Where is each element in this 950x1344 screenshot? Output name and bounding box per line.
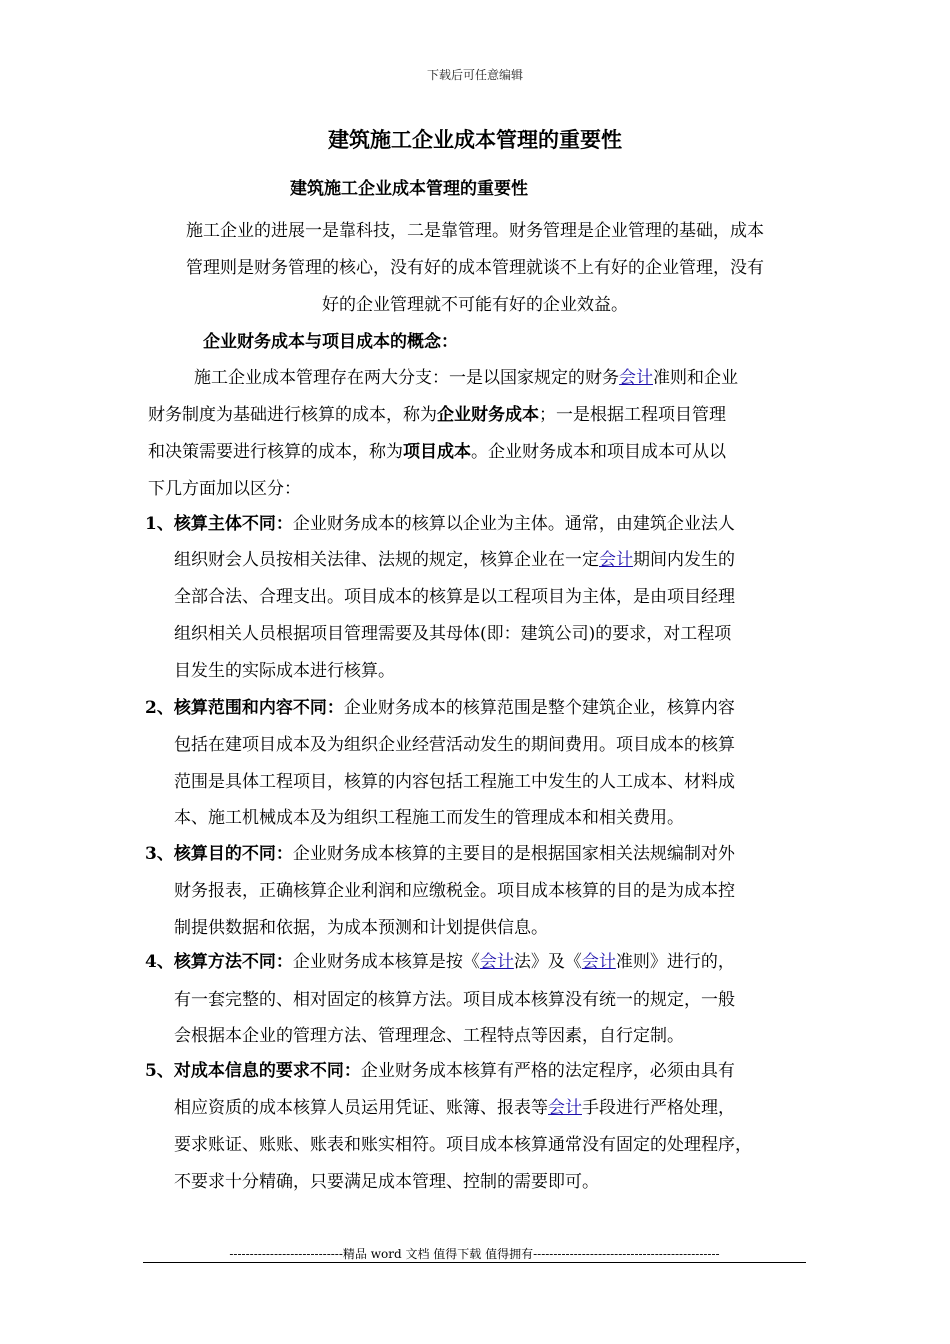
list-item-1 <box>145 512 735 536</box>
list-item-5-line-2 <box>174 1096 735 1120</box>
list-item-2-line-3: 范围是具体工程项目，核算的内容包括工程施工中发生的人工成本、材料成 <box>174 772 735 792</box>
para1-text: 施工企业成本管理存在两大分支：一是以国家规定的财务 <box>194 368 619 388</box>
item-text: 期间内发生的 <box>633 550 735 570</box>
item-text: 企业财务成本的核算以企业为主体。通常，由建筑企业法人 <box>292 514 735 534</box>
item-heading: 核算目的不同： <box>173 844 293 864</box>
item-number: 2、 <box>145 698 174 718</box>
intro-line-2: 管理则是财务管理的核心，没有好的成本管理就谈不上有好的企业管理，没有 <box>186 258 764 278</box>
item-heading: 核算主体不同： <box>173 514 293 534</box>
list-item-3 <box>145 842 735 866</box>
list-item-4-line-3: 会根据本企业的管理方法、管理理念、工程特点等因素，自行定制。 <box>174 1026 684 1046</box>
list-item-4 <box>145 950 735 974</box>
list-item-4-line-2: 有一套完整的、相对固定的核算方法。项目成本核算没有统一的规定，一般 <box>174 990 735 1010</box>
document-title: 建筑施工企业成本管理的重要性 <box>328 127 622 152</box>
list-item-5-line-4: 不要求十分精确，只要满足成本管理、控制的需要即可。 <box>174 1172 599 1192</box>
footer-divider <box>143 1262 806 1263</box>
item-number: 5、 <box>145 1061 174 1081</box>
list-item-1-line-4: 组织相关人员根据项目管理需要及其母体(即：建筑公司)的要求，对工程项 <box>174 624 732 644</box>
item-text: 企业财务成本的核算范围是整个建筑企业，核算内容 <box>343 698 735 718</box>
item-number: 1、 <box>145 514 174 534</box>
accounting-link[interactable]: 会计 <box>599 550 633 570</box>
item-text: 手段进行严格处理， <box>582 1098 735 1118</box>
para1-text: 准则和企业 <box>653 368 738 388</box>
item-text: 相应资质的成本核算人员运用凭证、账簿、报表等 <box>174 1098 548 1118</box>
concept-heading: 企业财务成本与项目成本的概念： <box>203 332 458 352</box>
page-footer: ----------------------------精品 word 文档 值得下载 值得拥有---------------------------------------------- <box>229 1247 720 1261</box>
term-project-cost: 项目成本 <box>403 442 471 462</box>
item-heading: 核算范围和内容不同： <box>173 698 344 718</box>
para1-text: 和决策需要进行核算的成本，称为 <box>148 442 403 462</box>
para1-text: 。企业财务成本和项目成本可从以 <box>471 442 726 462</box>
para1-text: 财务制度为基础进行核算的成本，称为 <box>148 405 437 425</box>
item-text: 企业财务成本核算是按《 <box>292 952 480 972</box>
item-number: 3、 <box>145 844 174 864</box>
para1-line-4: 下几方面加以区分： <box>148 479 301 499</box>
list-item-5 <box>145 1059 735 1083</box>
list-item-1-line-5: 目发生的实际成本进行核算。 <box>174 661 395 681</box>
list-item-2 <box>145 696 735 720</box>
para1-line-2 <box>148 403 726 427</box>
intro-line-1: 施工企业的进展一是靠科技，二是靠管理。财务管理是企业管理的基础，成本 <box>186 221 764 241</box>
document-subtitle: 建筑施工企业成本管理的重要性 <box>290 179 528 199</box>
list-item-2-line-4: 本、施工机械成本及为组织工程施工而发生的管理成本和相关费用。 <box>174 808 684 828</box>
accounting-law-link[interactable]: 会计 <box>479 952 514 972</box>
para1-line-3 <box>148 440 726 464</box>
item-heading: 核算方法不同： <box>173 952 293 972</box>
accounting-link[interactable]: 会计 <box>548 1098 582 1118</box>
list-item-1-line-3: 全部合法、合理支出。项目成本的核算是以工程项目为主体，是由项目经理 <box>174 587 735 607</box>
item-text: 法》及《 <box>513 952 582 972</box>
list-item-1-line-2 <box>174 548 735 572</box>
page-header: 下载后可任意编辑 <box>426 68 523 82</box>
accounting-link[interactable]: 会计 <box>619 368 653 388</box>
item-number: 4、 <box>145 952 174 972</box>
item-text: 企业财务成本核算的主要目的是根据国家相关法规编制对外 <box>292 844 735 864</box>
accounting-standard-link[interactable]: 会计 <box>581 952 616 972</box>
term-enterprise-cost: 企业财务成本 <box>437 405 539 425</box>
item-text: 组织财会人员按相关法律、法规的规定，核算企业在一定 <box>174 550 599 570</box>
item-text: 准则》进行的， <box>615 952 735 972</box>
list-item-3-line-2: 财务报表，正确核算企业利润和应缴税金。项目成本核算的目的是为成本控 <box>174 881 735 901</box>
list-item-2-line-2: 包括在建项目成本及为组织企业经营活动发生的期间费用。项目成本的核算 <box>174 735 735 755</box>
list-item-5-line-3: 要求账证、账账、账表和账实相符。项目成本核算通常没有固定的处理程序， <box>174 1135 752 1155</box>
item-text: 企业财务成本核算有严格的法定程序，必须由具有 <box>360 1061 735 1081</box>
list-item-3-line-3: 制提供数据和依据，为成本预测和计划提供信息。 <box>174 918 548 938</box>
item-heading: 对成本信息的要求不同： <box>173 1061 361 1081</box>
para1-text: ；一是根据工程项目管理 <box>539 405 726 425</box>
intro-line-3: 好的企业管理就不可能有好的企业效益。 <box>322 295 628 315</box>
para1-line-1 <box>194 366 738 390</box>
